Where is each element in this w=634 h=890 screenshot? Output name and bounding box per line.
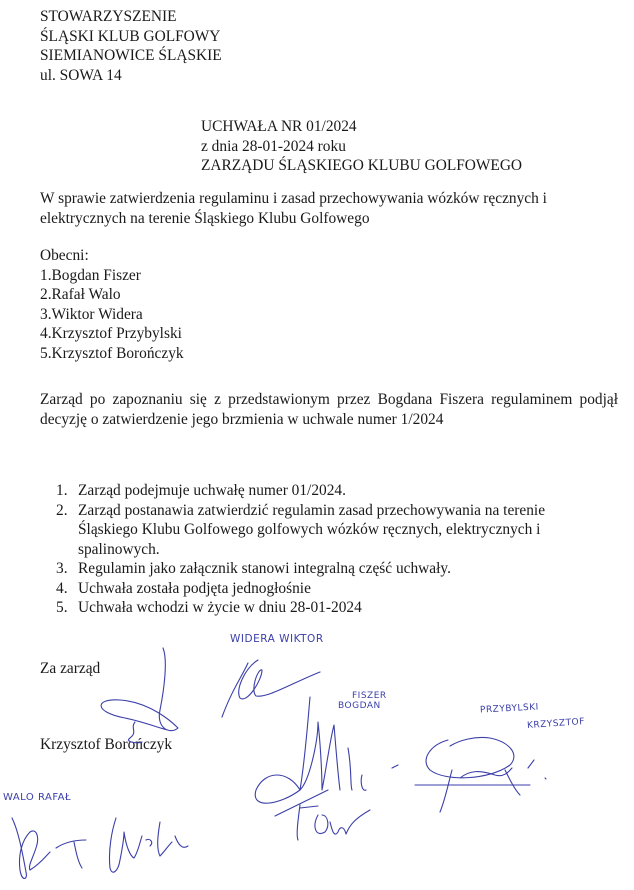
point-item (56, 598, 616, 618)
header-line-address: ul. SOWA 14 (40, 66, 122, 84)
for-board-label: Za zarząd (40, 660, 101, 677)
resolution-title-block (201, 117, 522, 176)
point-number: 5. (56, 599, 68, 616)
member-item: 5.Krzysztof Borończyk (40, 344, 184, 362)
subject-line-2: elektrycznych na terenie Śląskiego Klubu Golfowego (40, 210, 370, 227)
signer-name: Krzysztof Borończyk (40, 736, 173, 753)
member-item: 1.Bogdan Fiszer (40, 266, 141, 284)
signature-fiszer (255, 697, 398, 840)
point-item (56, 579, 616, 599)
point-number: 4. (56, 579, 68, 597)
organization-header (40, 7, 222, 85)
resolution-subject (40, 189, 620, 229)
handwritten-name-przybylski-surname: PRZYBYLSKI (479, 702, 540, 716)
resolution-points-list (56, 481, 616, 618)
point-text: Uchwała wchodzi w życie w dniu 28-01-2024 (78, 599, 362, 616)
resolution-date: z dnia 28-01-2024 roku (201, 137, 346, 155)
resolution-issuer: ZARZĄDU ŚLĄSKIEGO KLUBU GOLFOWEGO (201, 157, 523, 174)
member-item: 4.Krzysztof Przybylski (40, 325, 182, 342)
point-number: 1. (56, 482, 68, 499)
point-text: Uchwała została podjęta jednogłośnie (78, 579, 311, 597)
point-number: 2. (56, 501, 68, 519)
signature-boronczyk (101, 648, 178, 743)
handwritten-name-przybylski-firstname: KRZYSZTOF (526, 716, 586, 732)
point-number: 3. (56, 560, 68, 577)
signature-walo (12, 818, 188, 879)
point-text: Regulamin jako załącznik stanowi integralną część uchwały. (78, 560, 451, 577)
handwritten-name-fiszer-firstname: BOGDAN (338, 701, 381, 711)
resolution-number: UCHWAŁA NR 01/2024 (201, 118, 357, 135)
handwritten-name-widera: WIDERA WIKTOR (230, 633, 324, 645)
present-members (40, 246, 184, 363)
signature-przybylski (415, 737, 546, 812)
header-line-city: SIEMIANOWICE ŚLĄSKIE (40, 47, 222, 64)
point-item (56, 481, 616, 501)
point-text: Zarząd podejmuje uchwałę numer 01/2024. (78, 482, 346, 499)
decision-paragraph: Zarząd po zapoznaniu się z przedstawionym przez Bogdana Fiszera regulaminem podjął decyzję o zatwierdzenie jego brzmienia w uchwale numer 1/2024 (40, 391, 618, 428)
subject-line-1: W sprawie zatwierdzenia regulaminu i zasad przechowywania wózków ręcznych i (40, 190, 547, 207)
point-text: Zarząd postanawia zatwierdzić regulamin zasad przechowywania na terenie Śląskiego Klubu Golfowego golfowych wózków ręcznych, elektrycznych i spalinowych. (78, 501, 546, 558)
handwritten-name-fiszer-surname: FISZER (352, 691, 387, 701)
handwritten-name-walo: WALO RAFAŁ (3, 792, 72, 803)
signature-widera (222, 660, 320, 717)
point-item (56, 501, 616, 560)
point-item (56, 559, 616, 579)
member-item: 2.Rafał Walo (40, 286, 121, 303)
present-label: Obecni: (40, 247, 89, 264)
header-line-association: STOWARZYSZENIE (40, 8, 177, 25)
header-line-club-name: ŚLĄSKI KLUB GOLFOWY (40, 27, 221, 45)
member-item: 3.Wiktor Widera (40, 305, 143, 323)
